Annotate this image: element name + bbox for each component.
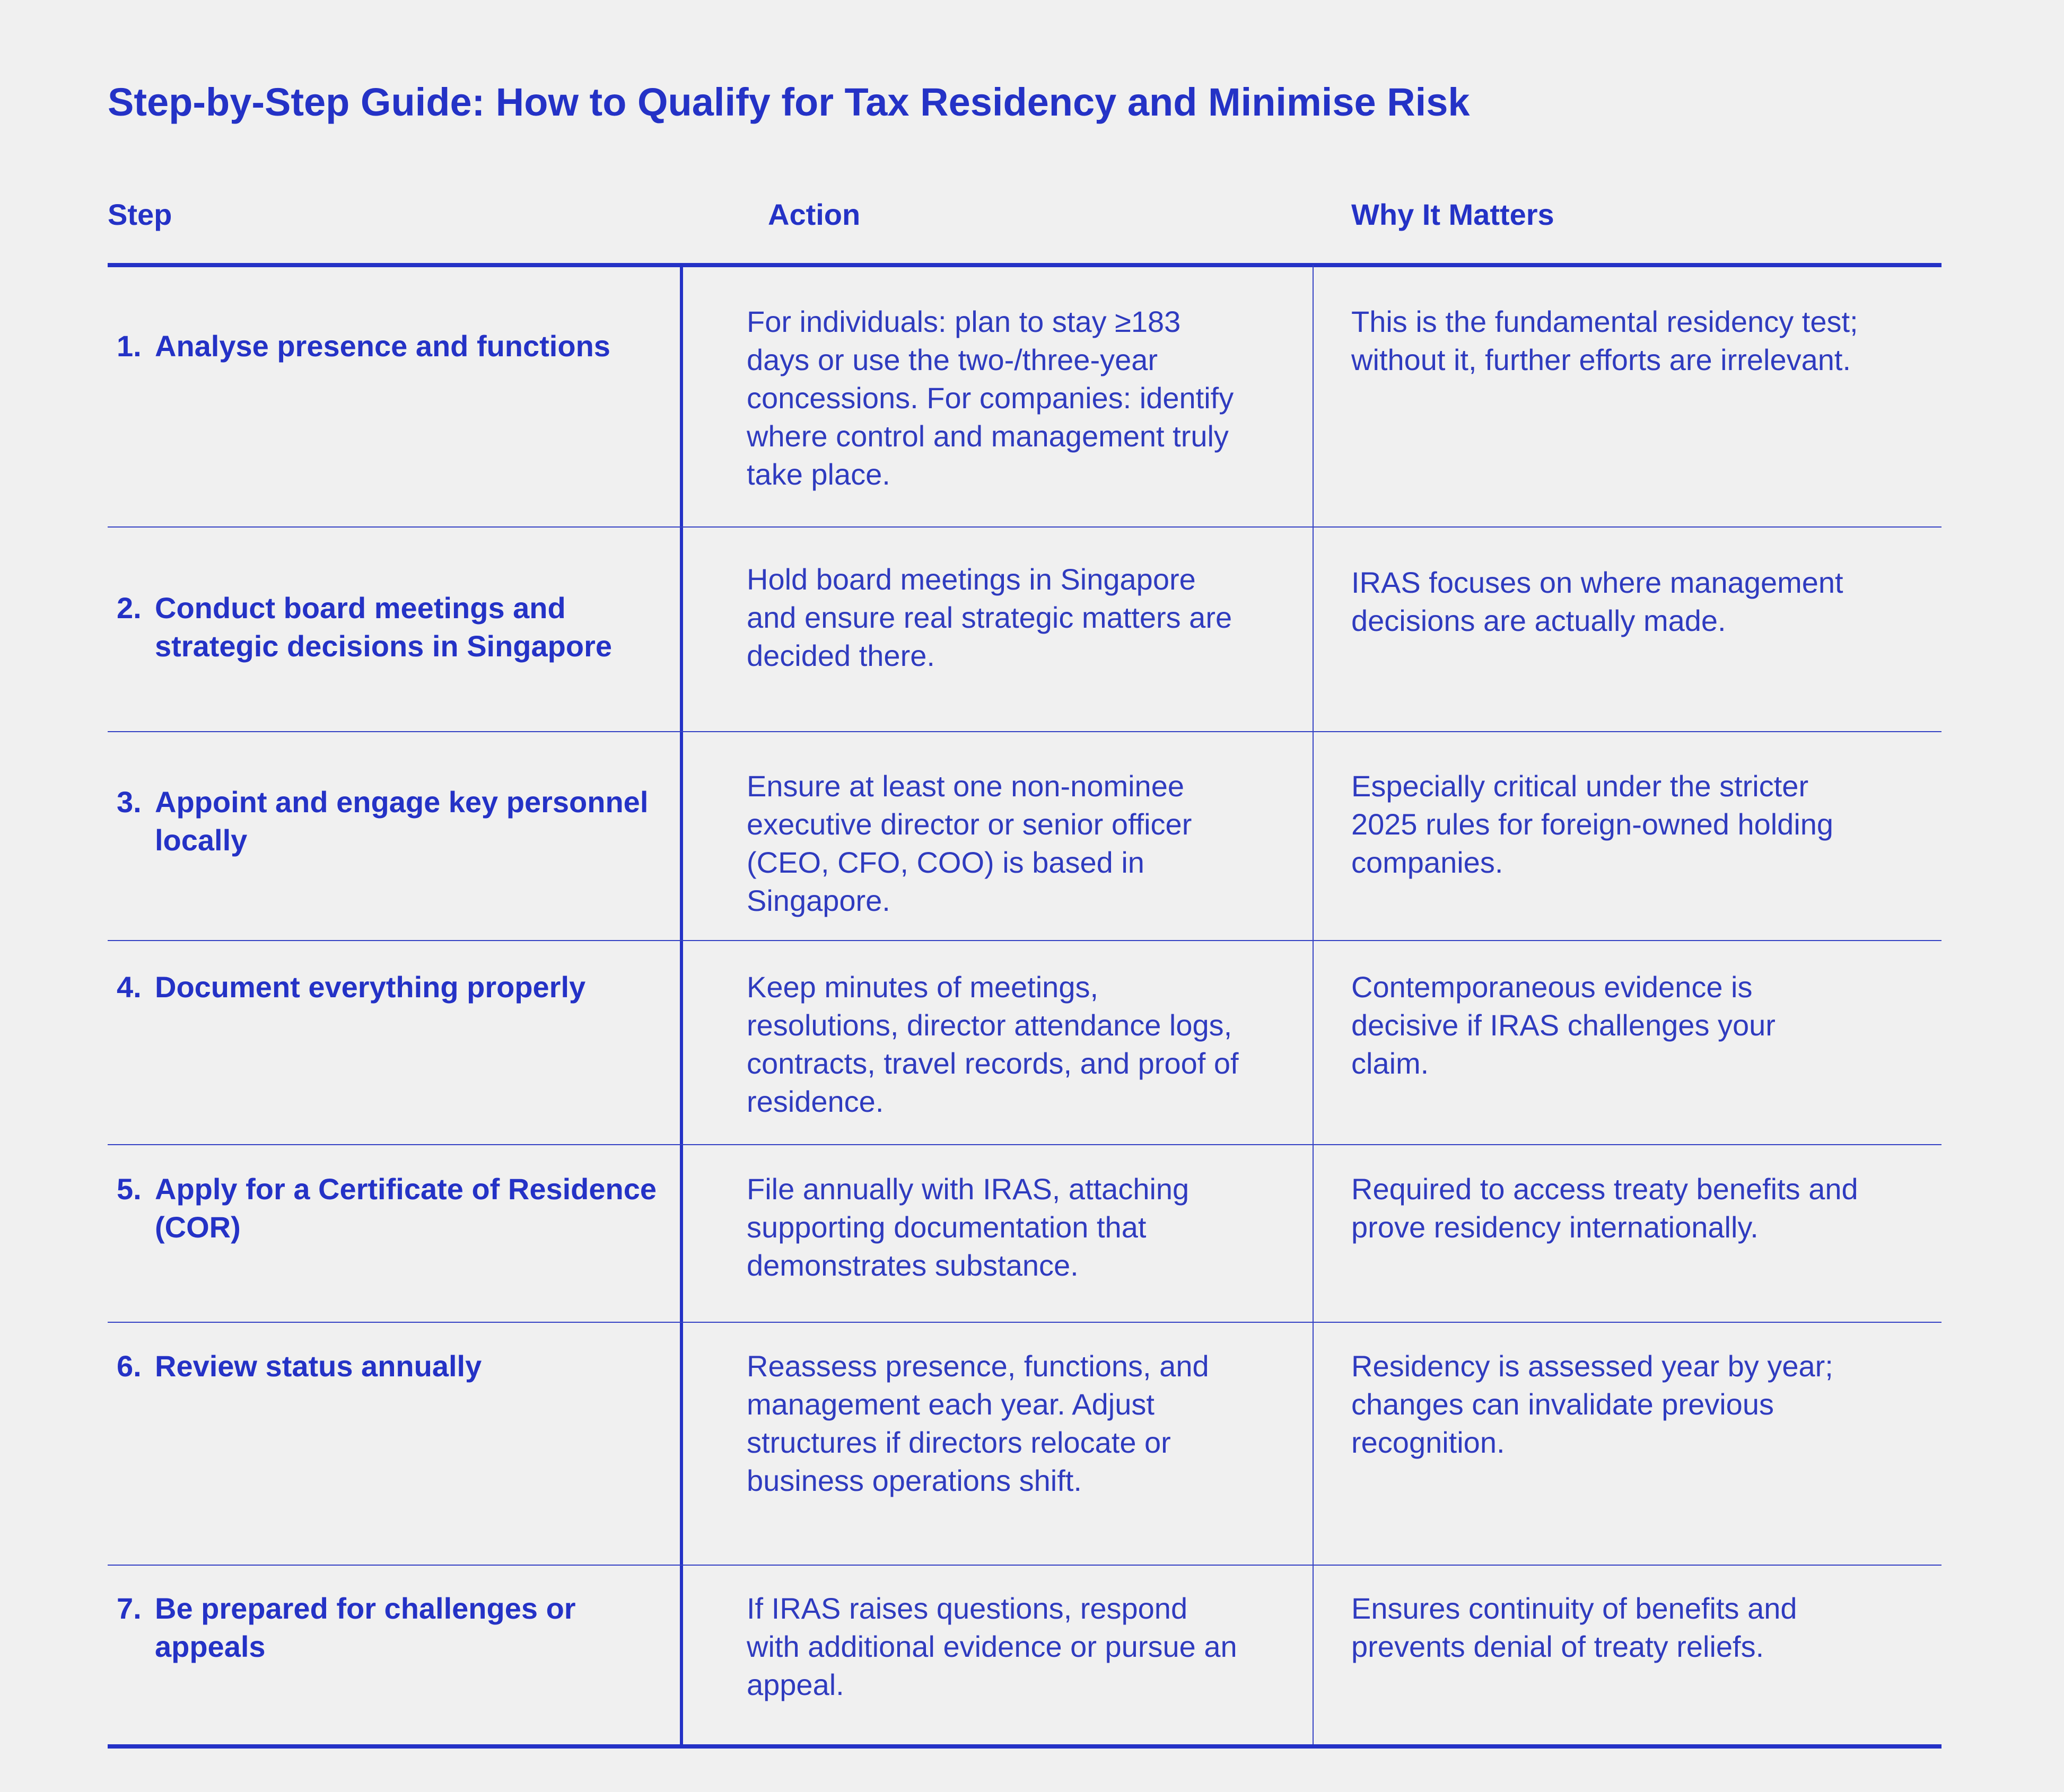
table-row-step (117, 1170, 658, 1246)
table-row-step (117, 783, 658, 859)
action-cell: For individuals: plan to stay ≥183 days or use the two-/three-year concessions. For companies: identify where control and management truly take place. (747, 305, 1234, 491)
row-divider (108, 731, 1941, 732)
column-header-action: Action (768, 198, 861, 231)
table-bottom-rule (108, 1744, 1941, 1749)
step-number: 6. (117, 1349, 142, 1383)
step-title: Review status annually (155, 1349, 482, 1383)
column-header-step: Step (108, 198, 172, 231)
table-row-step (117, 589, 658, 665)
why-cell: IRAS focuses on where management decisions are actually made. (1351, 566, 1843, 637)
action-cell: Ensure at least one non-nominee executive director or senior officer (CEO, CFO, COO) is based in Singapore. (747, 769, 1192, 917)
step-number: 2. (117, 591, 142, 625)
step-number: 3. (117, 785, 142, 819)
page-title: Step-by-Step Guide: How to Qualify for Tax Residency and Minimise Risk (108, 80, 1470, 124)
row-divider (108, 1144, 1941, 1145)
action-cell: If IRAS raises questions, respond with additional evidence or pursue an appeal. (747, 1592, 1237, 1701)
table-row-step (117, 1347, 658, 1385)
table-row-step (117, 968, 658, 1006)
table-row-step (117, 327, 658, 365)
header-rule (108, 263, 1941, 267)
why-cell: Contemporaneous evidence is decisive if IRAS challenges your claim. (1351, 970, 1776, 1080)
table-row-step (117, 1589, 658, 1666)
why-cell: Required to access treaty benefits and prove residency internationally. (1351, 1172, 1858, 1244)
step-title: Apply for a Certificate of Residence (COR) (155, 1172, 657, 1244)
action-cell: Keep minutes of meetings, resolutions, director attendance logs, contracts, travel records, and proof of residence. (747, 970, 1239, 1118)
column-header-why: Why It Matters (1351, 198, 1554, 231)
step-title: Be prepared for challenges or appeals (155, 1592, 576, 1663)
row-divider (108, 1322, 1941, 1323)
action-cell: Reassess presence, functions, and management each year. Adjust structures if directors relocate or business operations shift. (747, 1349, 1209, 1497)
step-title: Conduct board meetings and strategic decisions in Singapore (155, 591, 613, 663)
column-divider-action-why (1313, 265, 1314, 1747)
why-cell: This is the fundamental residency test; without it, further efforts are irrelevant. (1351, 305, 1858, 376)
why-cell: Residency is assessed year by year; changes can invalidate previous recognition. (1351, 1349, 1833, 1459)
step-title: Analyse presence and functions (155, 329, 610, 363)
step-number: 1. (117, 329, 142, 363)
step-title: Document everything properly (155, 970, 586, 1004)
row-divider (108, 1565, 1941, 1566)
action-cell: Hold board meetings in Singapore and ensure real strategic matters are decided there. (747, 563, 1232, 672)
row-divider (108, 940, 1941, 941)
step-number: 4. (117, 970, 142, 1004)
column-divider-step-action (680, 265, 683, 1747)
step-number: 5. (117, 1172, 142, 1206)
why-cell: Ensures continuity of benefits and prevents denial of treaty reliefs. (1351, 1592, 1797, 1663)
row-divider (108, 526, 1941, 528)
step-number: 7. (117, 1592, 142, 1625)
action-cell: File annually with IRAS, attaching supporting documentation that demonstrates substance. (747, 1172, 1190, 1282)
step-title: Appoint and engage key personnel locally (155, 785, 649, 857)
why-cell: Especially critical under the stricter 2025 rules for foreign-owned holding companies. (1351, 769, 1834, 879)
